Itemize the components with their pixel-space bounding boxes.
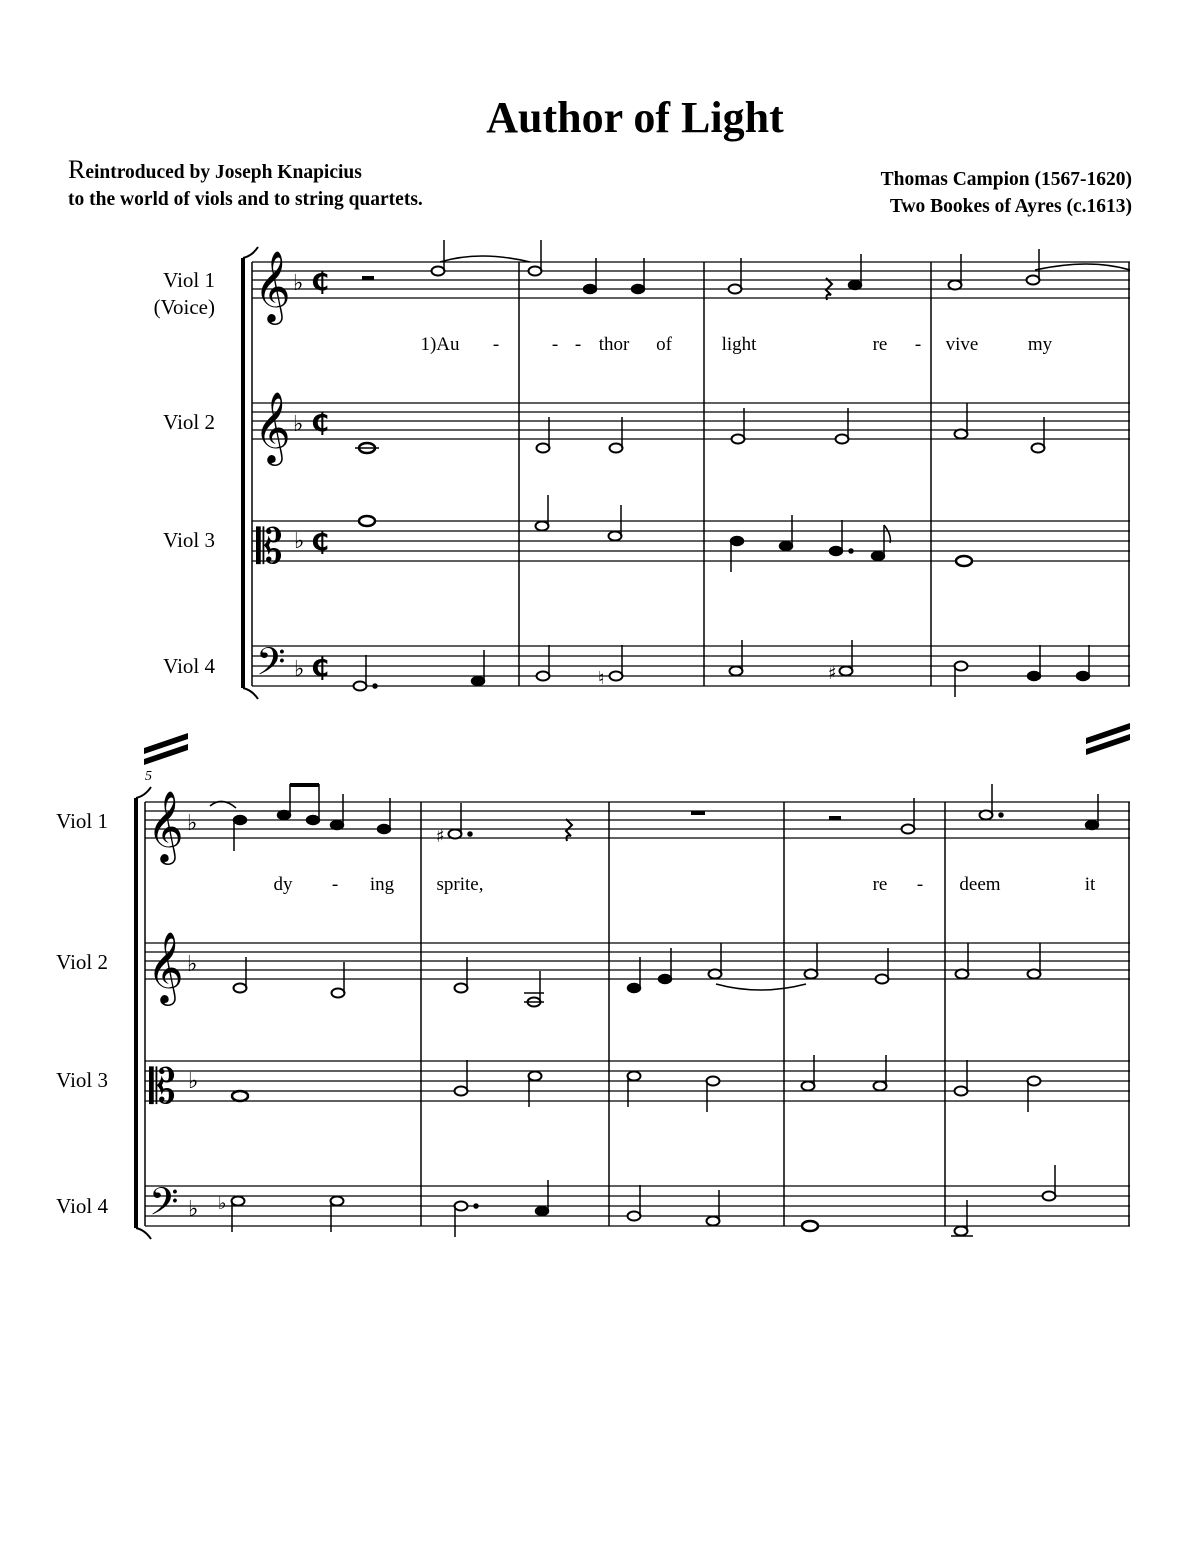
alto-clef-icon: 𝄡 <box>149 1059 176 1115</box>
svg-text:♯: ♯ <box>436 826 445 847</box>
system-separator-icon <box>1086 723 1130 755</box>
instrument-label-viol-3: Viol 3 <box>163 528 215 552</box>
alto-clef-icon: 𝄡 <box>256 519 283 575</box>
lyric: re <box>872 334 888 355</box>
lyric: - <box>916 874 924 895</box>
lyric: - <box>551 334 559 355</box>
instrument-label-viol-2: Viol 2 <box>163 410 215 434</box>
system-1 <box>154 240 1130 699</box>
instrument-label-viol-4: Viol 4 <box>56 1194 108 1218</box>
treble-clef-icon: 𝄞 <box>147 930 184 1003</box>
lyric: re <box>872 874 888 895</box>
time-signature <box>311 267 329 683</box>
viol-1-notes <box>362 240 1130 300</box>
svg-text:♭: ♭ <box>218 1193 227 1214</box>
system-separator-icon <box>144 733 188 765</box>
svg-text:♭: ♭ <box>294 657 305 682</box>
credit-line-2: to the world of viols and to string quartets. <box>68 189 423 210</box>
source: Two Bookes of Ayres (c.1613) <box>889 196 1132 217</box>
svg-text:₵: ₵ <box>311 527 330 557</box>
voice-label: (Voice) <box>153 295 215 319</box>
treble-clef-icon: 𝄞 <box>254 249 291 322</box>
bass-clef-icon: 𝄢 <box>256 639 286 693</box>
lyric: - <box>914 334 922 355</box>
svg-text:♯: ♯ <box>828 663 837 684</box>
svg-text:♭: ♭ <box>188 1069 199 1094</box>
svg-text:♭: ♭ <box>293 412 304 437</box>
svg-text:₵: ₵ <box>311 267 330 297</box>
treble-clef-icon: 𝄞 <box>147 789 184 862</box>
barlines <box>145 802 1129 1226</box>
lyric: sprite, <box>436 874 484 895</box>
viol-4-notes <box>354 640 1090 697</box>
credit-line-1: eintroduced by Joseph Knapicius <box>85 162 362 183</box>
lyric: ing <box>369 874 395 895</box>
lyric: - <box>331 874 339 895</box>
lyric: thor <box>598 334 630 355</box>
lyric: - <box>574 334 582 355</box>
treble-clef-icon: 𝄞 <box>254 390 291 463</box>
instrument-label-viol-4: Viol 4 <box>163 654 215 678</box>
svg-text:♭: ♭ <box>187 952 198 977</box>
instrument-label-viol-1: Viol 1 <box>56 809 108 833</box>
viol-3-notes <box>232 1055 1041 1112</box>
lyric: - <box>492 334 500 355</box>
svg-text:♭: ♭ <box>293 271 304 296</box>
lyric: dy <box>273 874 293 895</box>
barlines <box>252 262 1129 686</box>
svg-text:♭: ♭ <box>188 1197 199 1222</box>
lyric: my <box>1027 334 1053 355</box>
lyric: it <box>1084 874 1096 895</box>
viol-1-notes <box>210 784 1099 851</box>
lyric: deem <box>959 874 1001 895</box>
lyric: 1)Au <box>420 334 460 355</box>
viol-2-notes <box>355 403 1045 453</box>
key-signature <box>187 811 198 1222</box>
lyric: vive <box>945 334 979 355</box>
svg-text:₵: ₵ <box>311 653 330 683</box>
instrument-label-viol-2: Viol 2 <box>56 950 108 974</box>
svg-text:♭: ♭ <box>187 811 198 836</box>
lyrics-system-2 <box>274 874 1096 895</box>
credit-initial: R <box>68 155 86 184</box>
staff-lines <box>145 802 1130 1226</box>
lyric: of <box>656 334 672 355</box>
lyrics-system-1 <box>420 334 1052 355</box>
system-2 <box>56 769 1130 1239</box>
measure-number: 5 <box>145 769 152 784</box>
key-signature <box>293 271 304 682</box>
staff-lines <box>252 262 1130 686</box>
instrument-label-viol-3: Viol 3 <box>56 1068 108 1092</box>
svg-text:₵: ₵ <box>311 408 330 438</box>
bass-clef-icon: 𝄢 <box>149 1179 179 1233</box>
composer: Thomas Campion (1567-1620) <box>880 169 1132 190</box>
svg-text:♭: ♭ <box>294 529 305 554</box>
instrument-label-viol-1: Viol 1 <box>163 268 215 292</box>
lyric: light <box>721 334 757 355</box>
svg-text:♮: ♮ <box>598 668 605 689</box>
page-title: Author of Light <box>486 93 784 142</box>
